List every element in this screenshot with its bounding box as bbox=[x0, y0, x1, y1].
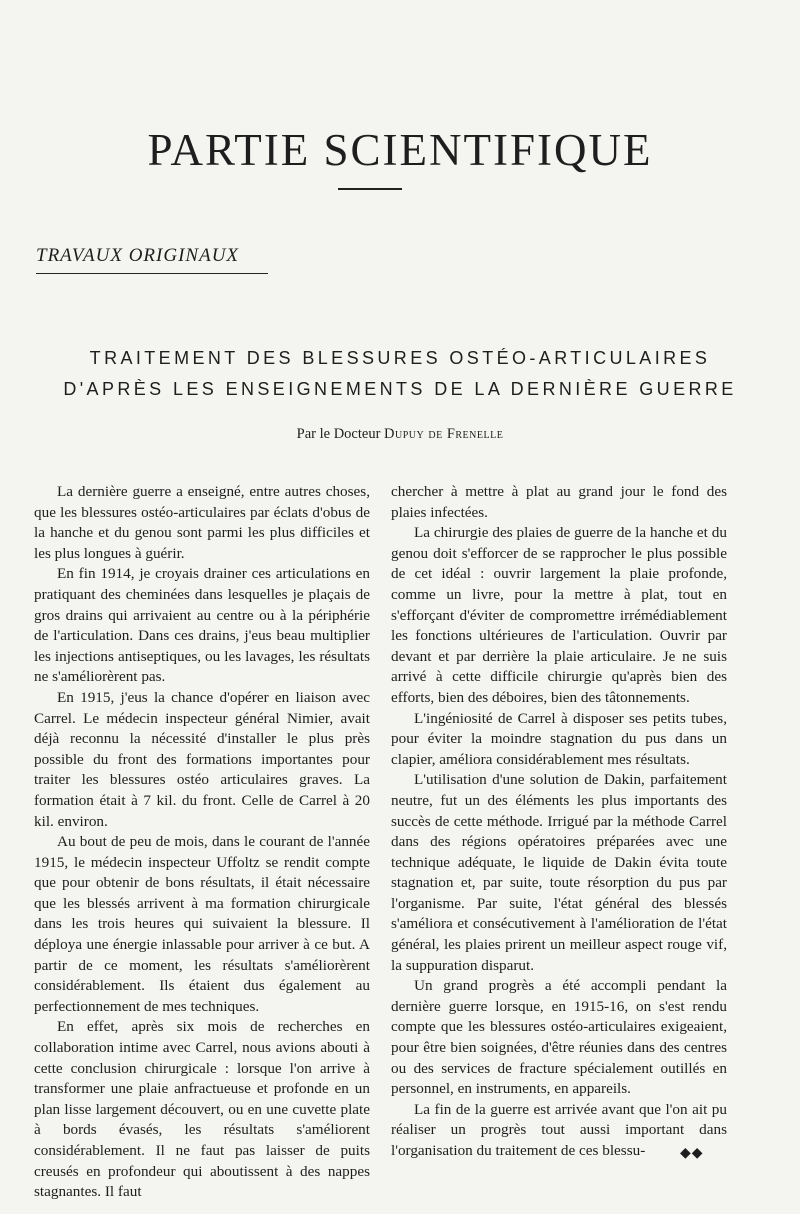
paragraph: Un grand progrès a été accompli pendant la dernière guerre lorsque, en 1915-16, on s'est rendu compte que les blessures ostéo-articulaires exigeaient, pour être bien soignées, d'être réunies dans des centres ou des services de fracture spécialement outillés en personnel, en instruments, en appareils. bbox=[391, 977, 727, 1098]
paragraph: En fin 1914, je croyais drainer ces articulations en pratiquant des cheminées dans lesquelles je plaçais de gros drains qui arrivaient au centre ou à la périphérie de l'articulation. Dans ces drains, j'eus beau multiplier les injections antiseptiques, ou les lavages, les résultats ne s'améliorèrent pas. bbox=[34, 565, 370, 686]
paragraph: L'ingéniosité de Carrel à disposer ses petits tubes, pour éviter la moindre stagnation du pus dans un clapier, améliora considérablement mes résultats. bbox=[391, 709, 727, 768]
paragraph: La chirurgie des plaies de guerre de la hanche et du genou doit s'efforcer de se rapprocher le plus possible de cet idéal : ouvrir largement la plaie profonde, comme un livre, pour la mettre à plat, tout en s'efforçant d'éviter de compromettre irrémédiablement les fonctions ultérieures de l'articulation. Ouvrir par devant et par derrière la plaie articulaire. Je ne suis arrivé à cette difficile chirurgie qu'après bien des efforts, bien des déboires, bien des tâtonnements. bbox=[391, 524, 727, 706]
paragraph: La dernière guerre a enseigné, entre autres choses, que les blessures ostéo-articulaires par éclats d'obus de la hanche et du genou sont parmi les plus difficiles et les plus longues à guérir. bbox=[34, 483, 370, 562]
section-heading: TRAVAUX ORIGINAUX bbox=[36, 245, 240, 266]
end-ornament: ◆◆ bbox=[680, 1146, 704, 1161]
section-rule bbox=[36, 273, 268, 274]
right-column bbox=[391, 482, 727, 1162]
part-title: PARTIE SCIENTIFIQUE bbox=[147, 125, 653, 175]
byline bbox=[0, 426, 800, 443]
byline-prefix: Par le Docteur bbox=[296, 426, 381, 442]
article-title-line1: TRAITEMENT DES BLESSURES OSTÉO-ARTICULAIRES bbox=[89, 348, 711, 368]
paragraph: chercher à mettre à plat au grand jour le fond des plaies infectées. bbox=[391, 483, 727, 521]
byline-author: Dupuy de Frenelle bbox=[384, 426, 504, 442]
paragraph: En effet, après six mois de recherches en collaboration intime avec Carrel, nous avions abouti à cette conclusion chirurgicale : lorsque l'on arrive à transformer une plaie anfractueuse et profonde en un plan lisse largement découvert, ou en une cuvette plate à bords évasés, les résultats s'améliorent considérablement. Il ne faut pas laisser de puits creusés en profondeur qui aboutissent à des nappes stagnantes. Il faut bbox=[34, 1018, 370, 1201]
paragraph: Au bout de peu de mois, dans le courant de l'année 1915, le médecin inspecteur Uffoltz se rendit compte que pour obtenir de bons résultats, il était nécessaire que les blessés arrivent à ma formation chirurgicale dans les trois heures qui suivaient la blessure. Il déploya une énergie inlassable pour arriver à ce but. A partir de ce moment, les résultats s'améliorèrent considérablement. Ils étaient dus également au perfectionnement de mes techniques. bbox=[34, 833, 370, 1015]
left-column bbox=[34, 482, 370, 1203]
paragraph: L'utilisation d'une solution de Dakin, parfaitement neutre, fut un des éléments les plus importants des succès de cette méthode. Irrigué par la méthode Carrel dans des régions opératoires préparées avec une technique adéquate, le liquide de Dakin évita toute stagnation et, par suite, toute résorption du pus par l'organisme. Par suite, l'état général des blessés s'améliora et consécutivement à l'amélioration de l'état général, les plaies prirent un meilleur aspect rouge vif, la suppuration disparut. bbox=[391, 771, 727, 974]
article-title bbox=[60, 343, 740, 405]
paragraph: En 1915, j'eus la chance d'opérer en liaison avec Carrel. Le médecin inspecteur général Nimier, avait déjà reconnu la nécessité d'installer le plus près possible du front des formations importantes pour traiter les blessures ostéo articulaires graves. La formation était à 7 kil. du front. Celle de Carrel à 20 kil. environ. bbox=[34, 688, 370, 830]
paragraph: La fin de la guerre est arrivée avant que l'on ait pu réaliser un progrès tout aussi important dans l'organisation du traitement de ces blessu- bbox=[391, 1100, 727, 1159]
article-title-line2: D'APRÈS LES ENSEIGNEMENTS DE LA DERNIÈRE GUERRE bbox=[63, 379, 737, 399]
title-rule bbox=[338, 188, 402, 190]
